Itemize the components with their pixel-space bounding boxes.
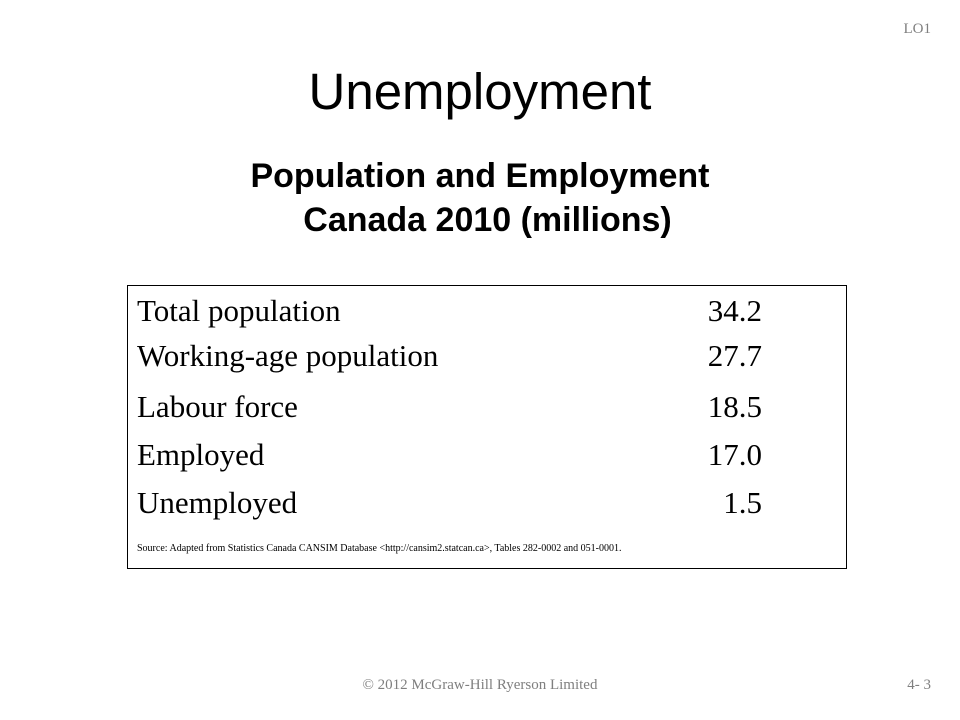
row-value: 34.2 — [707, 293, 762, 328]
slide-subtitle — [0, 154, 960, 242]
row-label: Labour force — [137, 389, 298, 424]
row-value: 27.7 — [707, 338, 762, 373]
subtitle-line-2: Canada 2010 (millions) — [303, 201, 672, 239]
row-label: Total population — [137, 293, 341, 328]
table-row — [137, 336, 837, 376]
row-value: 1.5 — [723, 485, 762, 520]
population-employment-table — [127, 285, 847, 569]
row-label: Working-age population — [137, 338, 439, 373]
table-row — [137, 387, 837, 427]
table-row — [137, 483, 837, 523]
row-value: 17.0 — [707, 437, 762, 472]
row-label: Unemployed — [137, 485, 298, 520]
learning-objective-tag: LO1 — [903, 21, 931, 37]
table-row — [137, 435, 837, 475]
copyright-footer: © 2012 McGraw-Hill Ryerson Limited — [362, 677, 598, 693]
subtitle-line-1: Population and Employment — [250, 157, 710, 195]
source-citation: Source: Adapted from Statistics Canada CANSIM Database <http://cansim2.statcan.ca>, Tables 282-0002 and 051-0001. — [137, 543, 622, 554]
page-number: 4- 3 — [907, 677, 931, 693]
row-label: Employed — [137, 437, 265, 472]
slide-title: Unemployment — [308, 63, 652, 120]
table-row — [137, 291, 837, 331]
row-value: 18.5 — [707, 389, 762, 424]
